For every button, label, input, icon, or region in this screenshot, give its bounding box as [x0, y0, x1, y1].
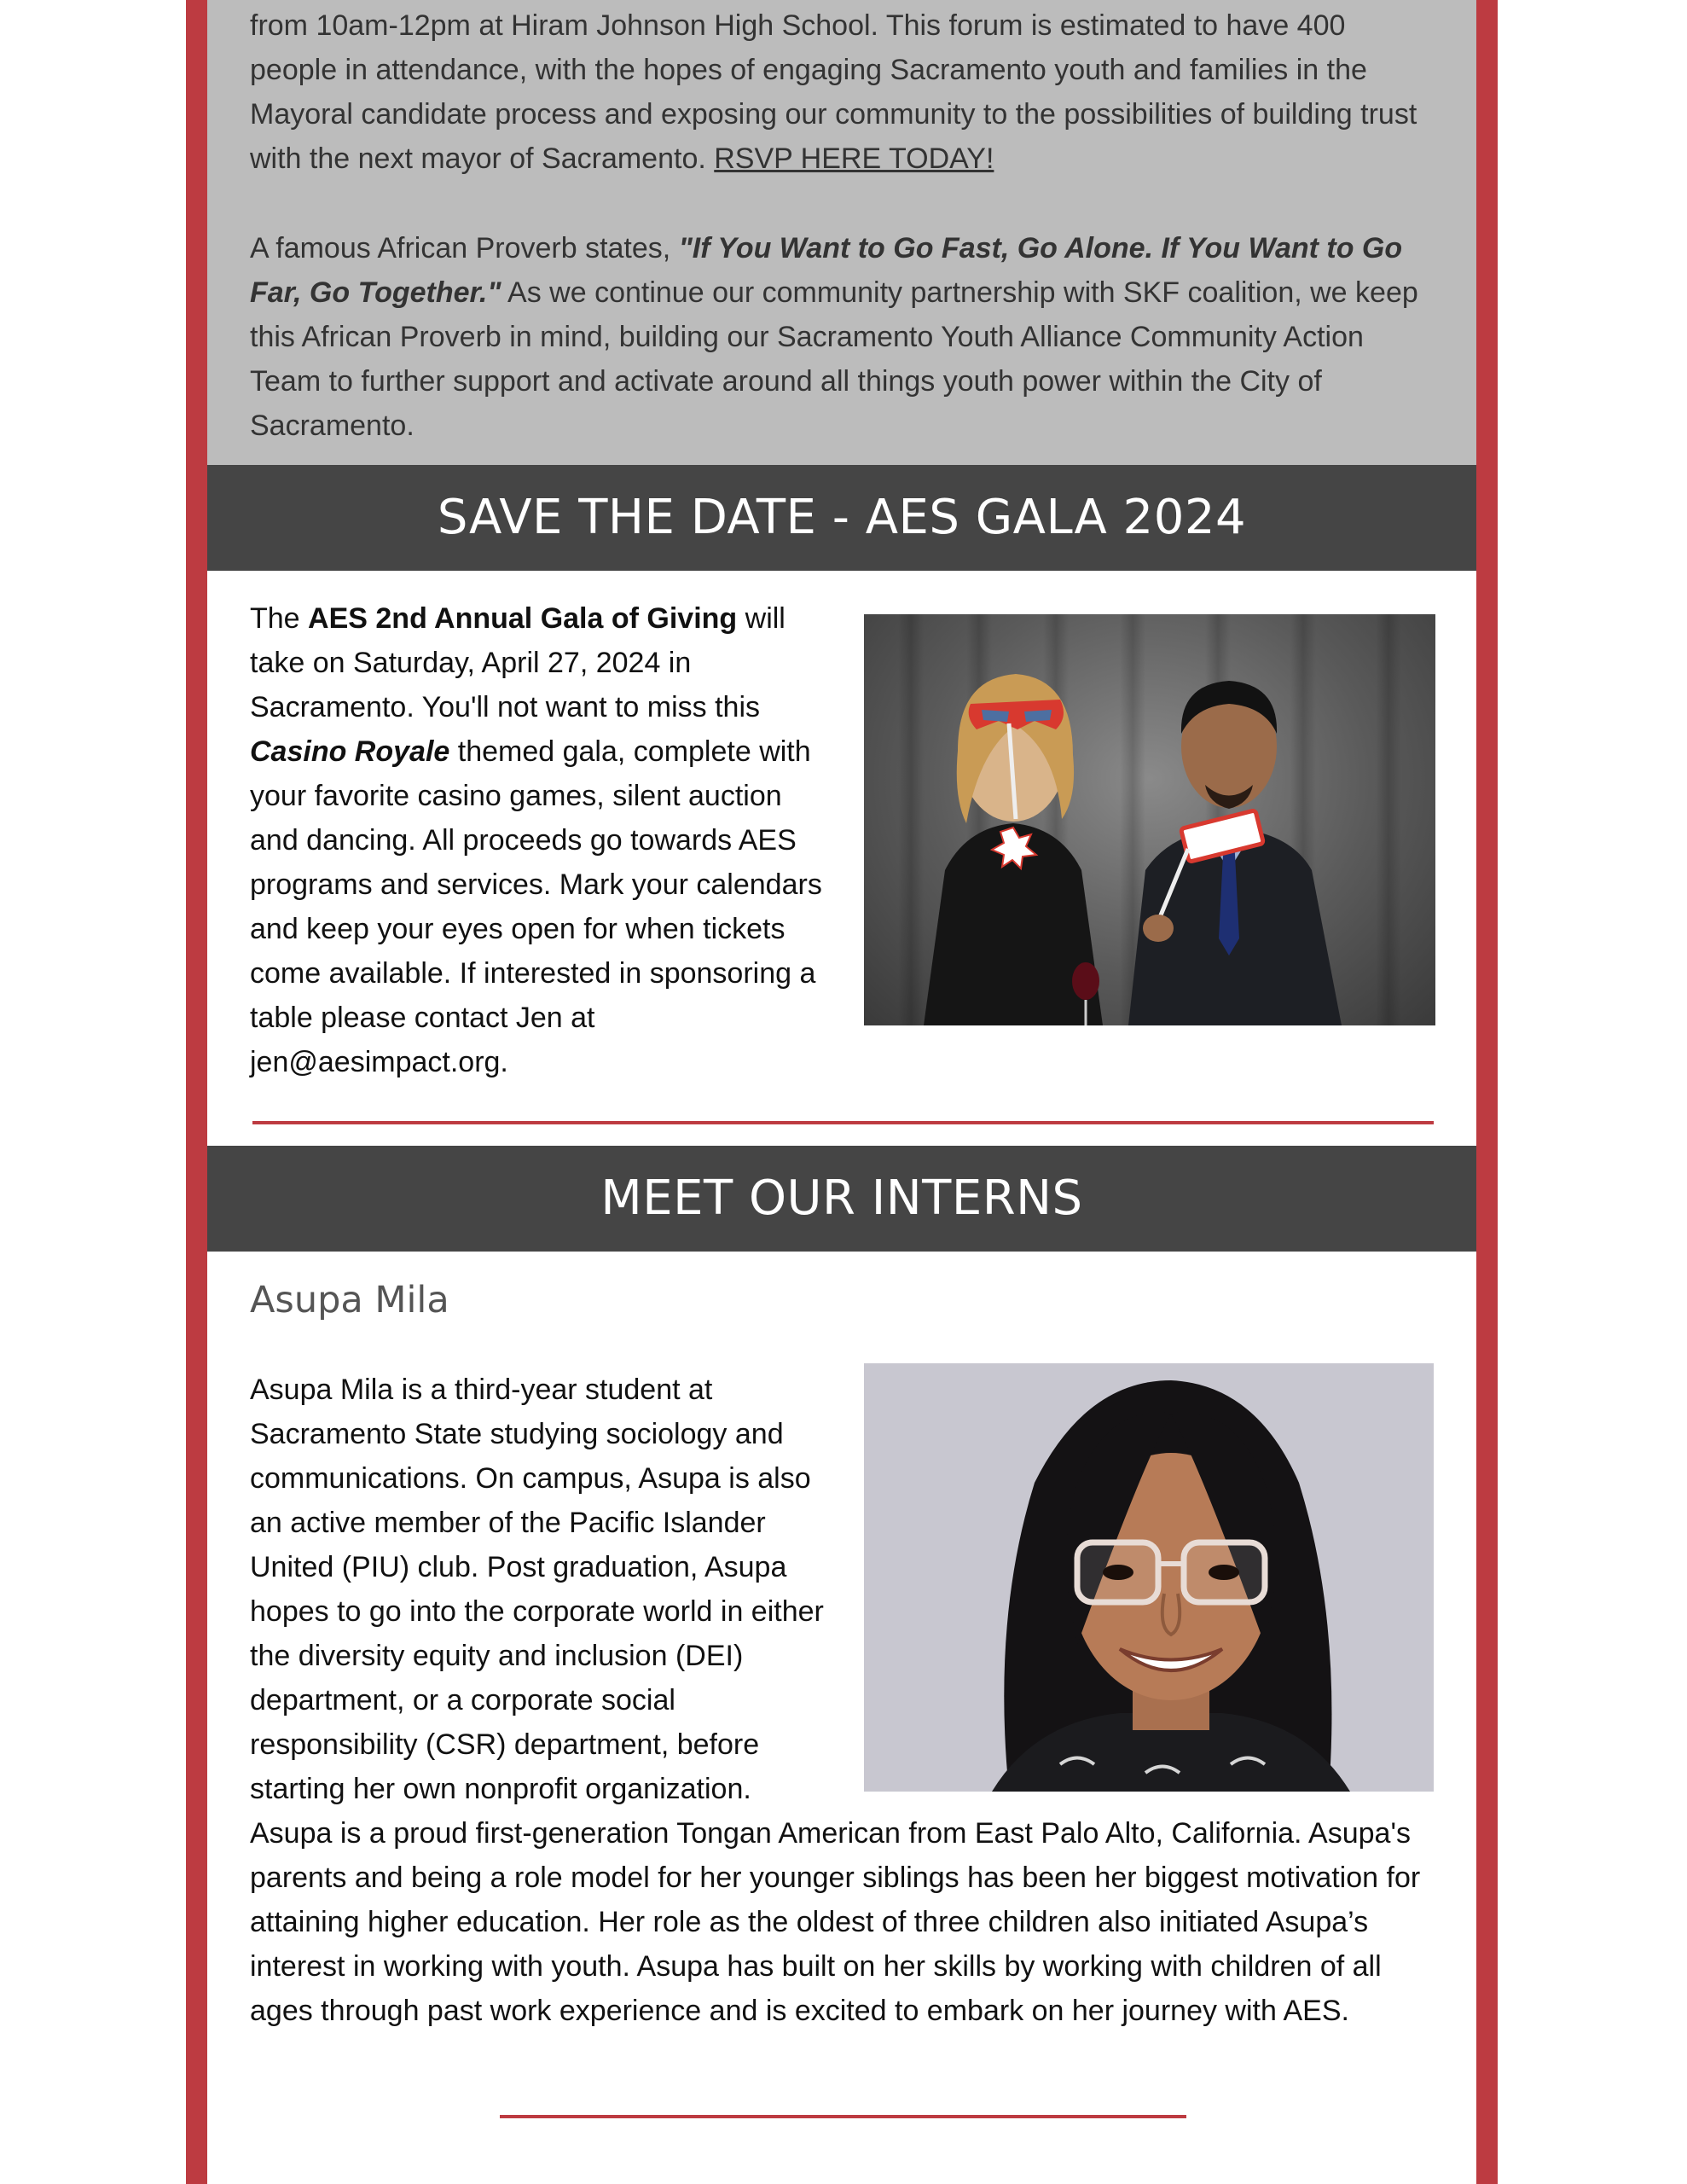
gala-text-mid: will take on Saturday, April 27, 2024 in Sacramento. You'll not want to miss this	[250, 602, 786, 723]
proverb-intro: A famous African Proverb states,	[250, 232, 679, 264]
african-proverb-quote: "If You Want to Go Fast, Go Alone. If You Want to Go Far, Go Together."	[250, 232, 1403, 309]
forum-paragraph-2	[250, 226, 1435, 448]
interns-section-heading: MEET OUR INTERNS	[207, 1146, 1476, 1252]
gala-couple-photo	[864, 614, 1435, 1025]
intern-bio-part-1: Asupa Mila is a third-year student at Sacramento State studying sociology and communications. On campus, Asupa is also an active member of the Pacific Islander United (PIU) club. Post graduation, Asupa hopes to go into the corporate world in either the diversity equity and inclusion (DEI) department, or a corporate social responsibility (CSR) department, before starting her own nonprofit organization.	[250, 1374, 824, 1805]
right-border	[1476, 0, 1498, 2184]
forum-paragraph-1-text: from 10am-12pm at Hiram Johnson High School. This forum is estimated to have 400 people in attendance, with the hopes of engaging Sacramento youth and families in the Mayoral candidate process and exposing our community to the possibilities of building trust with the next mayor of Sacramento.	[250, 9, 1417, 175]
section-divider-bottom	[500, 2115, 1186, 2118]
forum-section	[207, 0, 1476, 465]
intern-name: Asupa Mila	[250, 1279, 449, 1321]
newsletter-content	[207, 0, 1476, 2184]
intern-photo-illustration	[864, 1363, 1434, 1792]
gala-photo-illustration	[864, 614, 1435, 1025]
gala-event-name: AES 2nd Annual Gala of Giving	[308, 602, 738, 635]
proverb-context: As we continue our community partnership with SKF coalition, we keep this African Proverb in mind, building our Sacramento Youth Alliance Community Action Team to further support and activate around all things youth power within the City of Sacramento.	[250, 276, 1418, 442]
rsvp-link[interactable]: RSVP HERE TODAY!	[714, 142, 994, 175]
gala-text-rest: themed gala, complete with your favorite casino games, silent auction and dancing. All proceeds go towards AES programs and services. Mark your calendars and keep your eyes open for when tickets come available. If interested in sponsoring a table please contact Jen at jen@aesimpact.org.	[250, 735, 822, 1078]
gala-theme: Casino Royale	[250, 735, 450, 768]
gala-section-heading: SAVE THE DATE - AES GALA 2024	[207, 465, 1476, 571]
intern-bio-part-2: Asupa is a proud first-generation Tongan American from East Palo Alto, California. Asupa's parents and being a role model for her younger siblings has been her biggest motivation for attaining higher education. Her role as the oldest of three children also initiated Asupa’s interest in working with youth. Asupa has built on her skills by working with children of all ages through past work experience and is excited to embark on her journey with AES.	[250, 1817, 1421, 2027]
gala-text-the: The	[250, 602, 309, 635]
left-border	[186, 0, 207, 2184]
gala-description	[250, 596, 830, 1084]
forum-paragraph-1	[250, 3, 1435, 181]
section-divider	[252, 1121, 1434, 1124]
intern-portrait-photo	[864, 1363, 1434, 1792]
